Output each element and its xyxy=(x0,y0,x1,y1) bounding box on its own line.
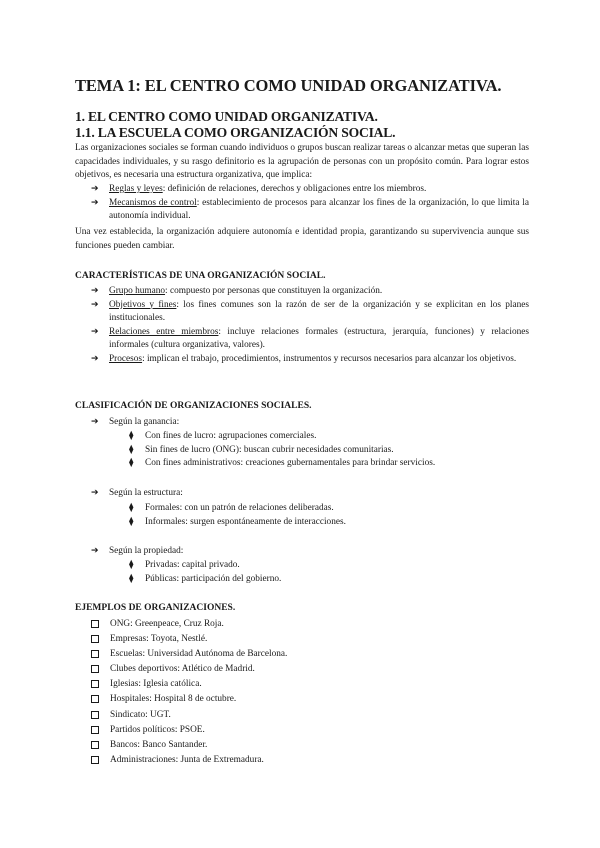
classification-heading: CLASIFICACIÓN DE ORGANIZACIONES SOCIALES. xyxy=(75,401,312,411)
checkbox-icon[interactable] xyxy=(91,680,99,688)
group-label: Según la propiedad: xyxy=(109,546,184,556)
classification-sublist xyxy=(129,559,281,586)
item-text: Privadas: capital privado. xyxy=(145,560,240,570)
checklist-item xyxy=(91,708,287,723)
description: : implican el trabajo, procedimientos, instrumentos y recursos necesarios para alcanzar los objetivos. xyxy=(142,353,517,364)
arrow-right-icon: ➔ xyxy=(91,417,99,427)
arrow-right-icon: ➔ xyxy=(91,326,99,337)
item-text: Sin fines de lucro (ONG): buscan cubrir necesidades comunitarias. xyxy=(145,444,394,455)
description: : los fines comunes son la razón de ser de la organización y se explicitan en los planes institucionales. xyxy=(109,299,530,323)
item-text: Públicas: participación del gobierno. xyxy=(145,573,282,584)
item-text: Informales: surgen espontáneamente de interacciones. xyxy=(145,516,346,527)
checklist-item xyxy=(91,692,287,707)
term: Mecanismos de control xyxy=(109,197,197,208)
closing-paragraph: Una vez establecida, la organización adquiere autonomía e identidad propia, garantizando su supervivencia aunque sus funciones pueden cambiar. xyxy=(75,227,529,251)
classification-group-head xyxy=(91,545,183,559)
checkbox-icon[interactable] xyxy=(91,650,99,658)
list-item xyxy=(91,183,529,197)
item-text: Hospitales: Hospital 8 de octubre. xyxy=(110,694,237,705)
checklist-item xyxy=(91,753,287,768)
item-text: ONG: Greenpeace, Cruz Roja. xyxy=(110,619,224,629)
description: : incluye relaciones formales (estructura, jerarquía, funciones) y relaciones informales (cultura organizativa, valores). xyxy=(109,326,530,350)
term: Grupo humano xyxy=(109,286,166,296)
description: : definición de relaciones, derechos y obligaciones entre los miembros. xyxy=(162,184,427,194)
list-item xyxy=(129,516,346,530)
checkbox-icon[interactable] xyxy=(91,665,99,673)
examples-heading: EJEMPLOS DE ORGANIZACIONES. xyxy=(75,603,236,613)
list-item xyxy=(91,299,529,326)
arrow-right-icon: ➔ xyxy=(91,299,99,310)
list-item xyxy=(129,573,281,587)
item-text: Empresas: Toyota, Nestlé. xyxy=(110,634,208,645)
arrow-right-icon: ➔ xyxy=(91,488,99,498)
characteristics-heading: CARACTERÍSTICAS DE UNA ORGANIZACIÓN SOCIAL. xyxy=(75,271,326,281)
intro-paragraph: Las organizaciones sociales se forman cuando individuos o grupos buscan realizar tareas o alcanzar metas que superan las capacidades individuales, y su rasgo definitorio es la agrupación de personas con un propósito común. Para lograr estos objetivos, es necesaria una estructura organizativa, que implica: xyxy=(75,143,529,180)
checkbox-icon[interactable] xyxy=(91,711,99,719)
list-item xyxy=(91,326,529,353)
classification-group-head xyxy=(91,487,183,501)
section-heading-1: 1. EL CENTRO COMO UNIDAD ORGANIZATIVA. xyxy=(75,109,378,124)
checklist-item xyxy=(91,738,287,753)
item-text: Partidos políticos: PSOE. xyxy=(110,724,205,735)
characteristics-list xyxy=(91,285,529,366)
examples-checklist xyxy=(91,617,287,768)
term: Objetivos y fines xyxy=(109,299,177,310)
checklist-item xyxy=(91,662,287,677)
item-text: Con fines de lucro: agrupaciones comerciales. xyxy=(145,431,317,441)
diamond-bullet-icon: ⧫ xyxy=(129,444,134,455)
item-text: Sindicato: UGT. xyxy=(110,709,171,720)
item-text: Formales: con un patrón de relaciones deliberadas. xyxy=(145,503,334,513)
list-item xyxy=(129,430,435,444)
list-item xyxy=(129,444,435,458)
list-item xyxy=(129,502,346,516)
arrow-right-icon: ➔ xyxy=(91,184,99,194)
group-label: Según la estructura: xyxy=(109,488,183,498)
checkbox-icon[interactable] xyxy=(91,620,99,628)
diamond-bullet-icon: ⧫ xyxy=(129,458,134,468)
diamond-bullet-icon: ⧫ xyxy=(129,573,134,584)
item-text: Bancos: Banco Santander. xyxy=(110,739,208,750)
checklist-item xyxy=(91,632,287,647)
description: : compuesto por personas que constituyen la organización. xyxy=(165,286,383,296)
checklist-item xyxy=(91,723,287,738)
term: Procesos xyxy=(109,353,143,364)
item-text: Administraciones: Junta de Extremadura. xyxy=(110,754,264,765)
arrow-right-icon: ➔ xyxy=(91,546,99,556)
document-title: TEMA 1: EL CENTRO COMO UNIDAD ORGANIZATIVA. xyxy=(75,76,502,95)
diamond-bullet-icon: ⧫ xyxy=(129,516,134,527)
list-item xyxy=(129,457,435,471)
classification-group-head xyxy=(91,416,179,430)
checklist-item xyxy=(91,647,287,662)
term: Relaciones entre miembros xyxy=(109,326,219,337)
checkbox-icon[interactable] xyxy=(91,726,99,734)
list-item xyxy=(91,285,529,299)
arrow-right-icon: ➔ xyxy=(91,353,99,364)
list-item xyxy=(129,559,281,573)
checkbox-icon[interactable] xyxy=(91,695,99,703)
diamond-bullet-icon: ⧫ xyxy=(129,503,134,513)
checkbox-icon[interactable] xyxy=(91,741,99,749)
section-heading-1-1: 1.1. LA ESCUELA COMO ORGANIZACIÓN SOCIAL. xyxy=(75,125,396,140)
checklist-item xyxy=(91,617,287,632)
intro-list xyxy=(91,183,529,224)
description: : establecimiento de procesos para alcanzar los fines de la organización, lo que limita la autonomía individual. xyxy=(109,197,530,221)
arrow-right-icon: ➔ xyxy=(91,197,99,208)
checkbox-icon[interactable] xyxy=(91,756,99,764)
item-text: Con fines administrativos: creaciones gubernamentales para brindar servicios. xyxy=(145,458,436,468)
arrow-right-icon: ➔ xyxy=(91,286,99,296)
diamond-bullet-icon: ⧫ xyxy=(129,560,134,570)
classification-sublist xyxy=(129,502,346,529)
list-item xyxy=(91,353,529,367)
list-item xyxy=(91,197,529,224)
term: Reglas y leyes xyxy=(109,184,163,194)
item-text: Clubes deportivos: Atlético de Madrid. xyxy=(110,664,255,675)
classification-sublist xyxy=(129,430,435,471)
checkbox-icon[interactable] xyxy=(91,635,99,643)
diamond-bullet-icon: ⧫ xyxy=(129,431,134,441)
item-text: Escuelas: Universidad Autónoma de Barcelona. xyxy=(110,649,288,660)
item-text: Iglesias: Iglesia católica. xyxy=(110,679,202,690)
group-label: Según la ganancia: xyxy=(109,417,180,427)
checklist-item xyxy=(91,677,287,692)
